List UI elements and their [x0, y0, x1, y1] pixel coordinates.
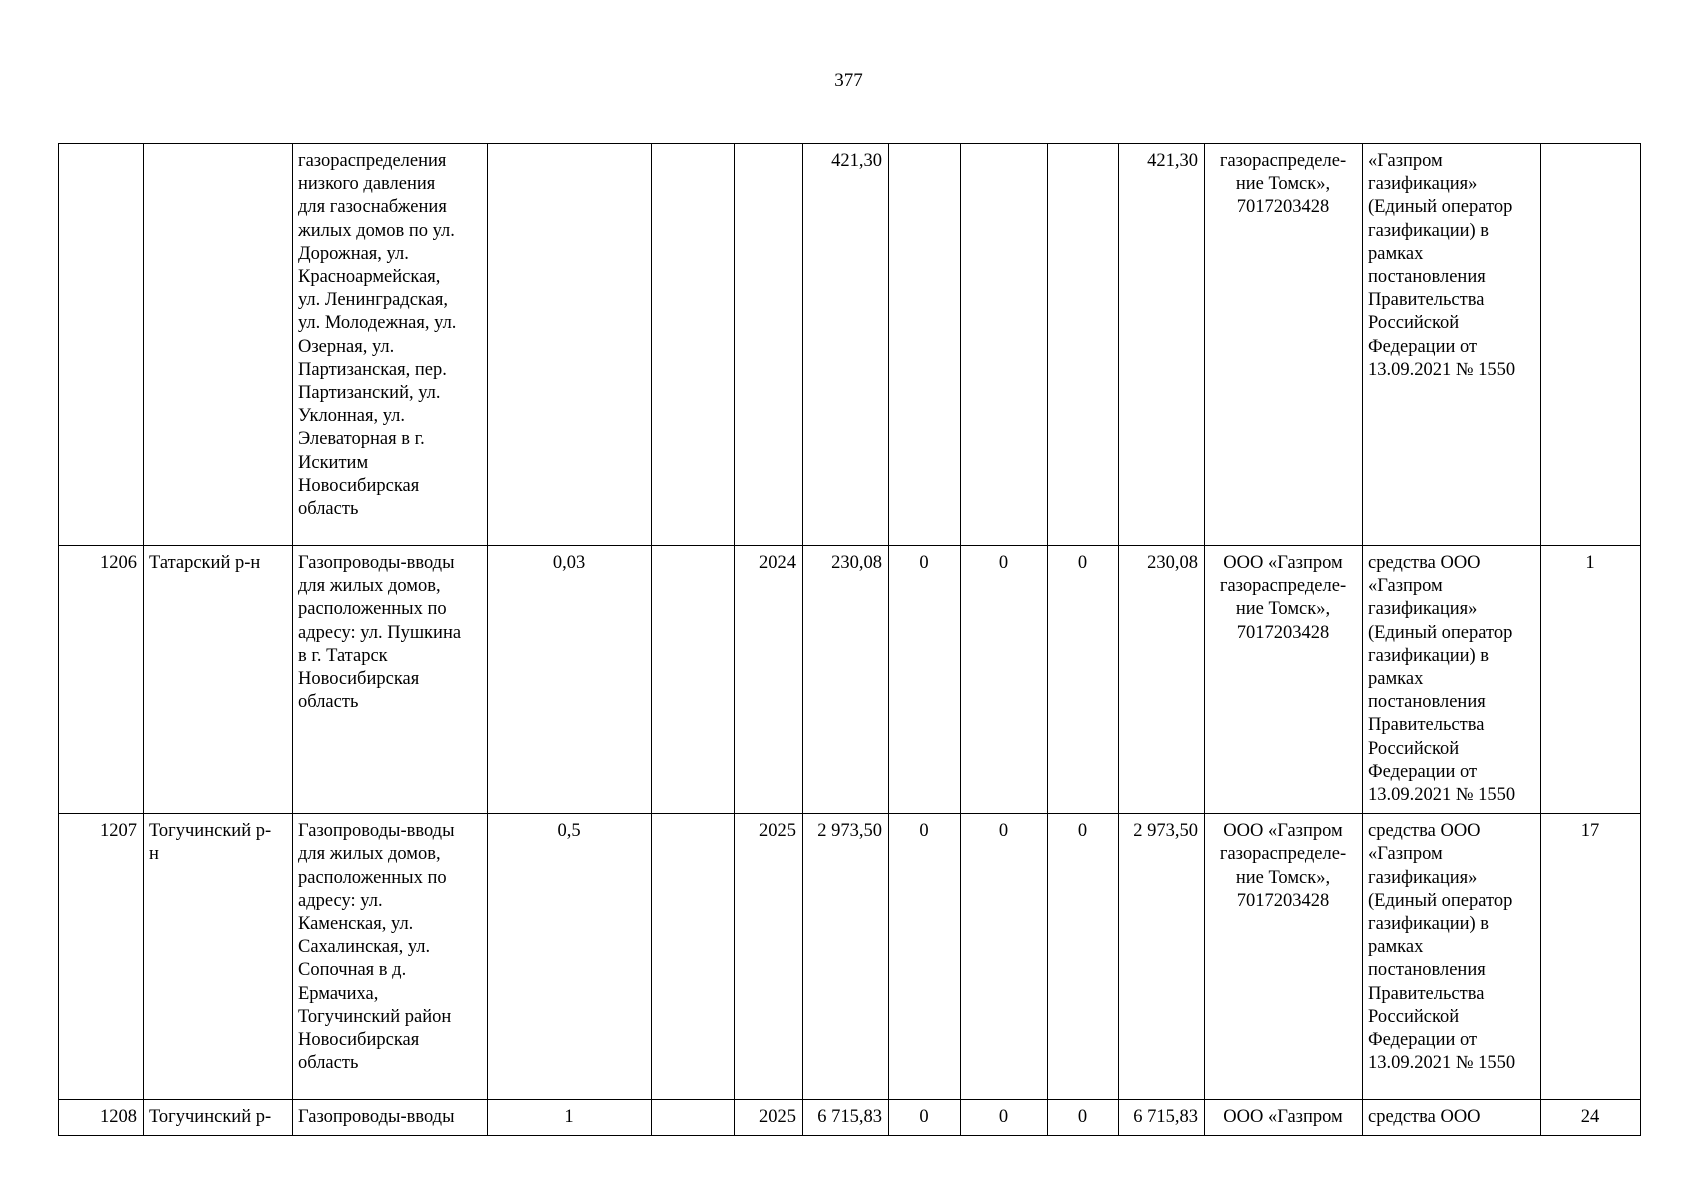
cell-line: Элеваторная в г. [298, 429, 425, 450]
row-number-cell: 1206 [59, 546, 144, 814]
year-cell: 2025 [735, 1100, 803, 1136]
cell-line: Тогучинский р- [149, 821, 272, 842]
cell-line: (Единый оператор [1368, 622, 1513, 643]
cell-line: средства ООО [1368, 553, 1481, 573]
funding-source-cell [1363, 144, 1541, 546]
funding-source-cell [1363, 546, 1541, 814]
length-cell: 1 [488, 1100, 652, 1136]
value-cell [961, 144, 1048, 546]
value-cell: 0 [961, 1100, 1048, 1136]
cell-line: газификации) в [1368, 914, 1490, 935]
cell-line: газификация» [1368, 174, 1478, 195]
cell-line: 7017203428 [1236, 197, 1330, 218]
cell-line: область [298, 1053, 359, 1074]
cell-line: Ермачиха, [298, 983, 379, 1004]
cell-line: «Газпром [1368, 844, 1443, 865]
row-number-cell: 1207 [59, 814, 144, 1100]
cell-line: Российской [1368, 1006, 1460, 1027]
district-cell [144, 144, 293, 546]
cell-line: 7017203428 [1236, 890, 1330, 911]
cell-line: газификации) в [1368, 645, 1490, 666]
cell-line: рамках [1368, 243, 1424, 264]
length-cell [488, 144, 652, 546]
district-cell [144, 546, 293, 814]
cell-line: Партизанская, пер. [298, 359, 447, 380]
cell-line: ние Томск», [1235, 599, 1331, 620]
operator-cell [1205, 1100, 1363, 1136]
value-cell: 0 [1048, 546, 1119, 814]
value-cell [1048, 144, 1119, 546]
cell-line: Правительства [1368, 715, 1485, 736]
count-cell: 1 [1541, 546, 1641, 814]
cell-line: 13.09.2021 № 1550 [1368, 785, 1516, 806]
cell-line: газораспределе- [1219, 576, 1347, 597]
value-cell: 0 [1048, 814, 1119, 1100]
operator-cell [1205, 814, 1363, 1100]
cell-line: Газопроводы-вводы [298, 553, 455, 573]
count-cell: 17 [1541, 814, 1641, 1100]
value-cell: 0 [889, 814, 961, 1100]
total-cell: 421,30 [1119, 144, 1205, 546]
cell-line: Российской [1368, 313, 1460, 334]
cell-line: ул. Молодежная, ул. [298, 313, 457, 334]
cell-line: в г. Татарск [298, 645, 388, 666]
cell-line: (Единый оператор [1368, 890, 1513, 911]
cell-line: газораспределе- [1219, 151, 1347, 171]
value-cell: 0 [889, 1100, 961, 1136]
count-cell: 24 [1541, 1100, 1641, 1136]
total-cell: 2 973,50 [1119, 814, 1205, 1100]
cell-line: Газопроводы-вводы [298, 821, 455, 842]
cell-line: Российской [1368, 738, 1460, 759]
cell-line: адресу: ул. [298, 890, 383, 911]
year-cell [735, 144, 803, 546]
cell-line: средства ООО [1368, 1107, 1481, 1128]
cell-line: ООО «Газпром [1223, 821, 1343, 842]
length-cell: 0,03 [488, 546, 652, 814]
cell-line: Сахалинская, ул. [298, 937, 431, 958]
cell-line: «Газпром [1368, 151, 1443, 171]
cell-line: рамках [1368, 937, 1424, 958]
operator-cell [1205, 546, 1363, 814]
cost-cell: 6 715,83 [803, 1100, 889, 1136]
funding-source-cell [1363, 814, 1541, 1100]
cell-line: Газопроводы-вводы [298, 1107, 455, 1128]
cost-cell: 421,30 [803, 144, 889, 546]
gasification-table [58, 143, 1641, 1136]
cell-line: ООО «Газпром [1223, 1107, 1343, 1128]
cell-line: Федерации от [1368, 336, 1478, 357]
value-cell: 0 [961, 546, 1048, 814]
year-cell: 2025 [735, 814, 803, 1100]
cell-line: ние Томск», [1235, 174, 1331, 195]
cell-line: ул. Ленинградская, [298, 290, 448, 311]
cell-line: расположенных по [298, 867, 447, 888]
cell-line: 7017203428 [1236, 622, 1330, 643]
cell-line: низкого давления [298, 174, 436, 195]
cell-line: (Единый оператор [1368, 197, 1513, 218]
value-cell: 0 [1048, 1100, 1119, 1136]
cell-line: Новосибирская [298, 475, 420, 496]
cell-line: адресу: ул. Пушкина [298, 622, 462, 643]
funding-source-cell [1363, 1100, 1541, 1136]
object-description-cell [293, 546, 488, 814]
year-cell: 2024 [735, 546, 803, 814]
length-cell: 0,5 [488, 814, 652, 1100]
cell-line: газораспределе- [1219, 844, 1347, 865]
row-number-cell: 1208 [59, 1100, 144, 1136]
cell-line: Федерации от [1368, 1030, 1478, 1051]
count-cell [1541, 144, 1641, 546]
cell-line: для жилых домов, [298, 844, 441, 865]
total-cell: 230,08 [1119, 546, 1205, 814]
district-cell [144, 814, 293, 1100]
cell-line: 13.09.2021 № 1550 [1368, 359, 1516, 380]
object-description-cell [293, 814, 488, 1100]
cell-line: Правительства [1368, 983, 1485, 1004]
cell-line: Сопочная в д. [298, 960, 407, 981]
cell-line [149, 150, 286, 173]
cell-line: газификация» [1368, 599, 1478, 620]
cell-line: для газоснабжения [298, 197, 447, 218]
row-number-cell [59, 144, 144, 546]
cell-line: Правительства [1368, 290, 1485, 311]
value-cell [889, 144, 961, 546]
cell-line: газификация» [1368, 867, 1478, 888]
cell-line: 13.09.2021 № 1550 [1368, 1053, 1516, 1074]
cost-cell: 2 973,50 [803, 814, 889, 1100]
cell-line: Тогучинский р- [149, 1107, 272, 1128]
cell-line: Федерации от [1368, 761, 1478, 782]
table-row [59, 814, 1641, 1100]
cell-line: Татарский р-н [149, 553, 261, 573]
cell-line: расположенных по [298, 599, 447, 620]
cell-line: Искитим [298, 452, 369, 473]
cell-line: рамках [1368, 669, 1424, 690]
empty-cell [652, 546, 735, 814]
cell-line: постановления [1368, 267, 1486, 288]
cell-line: газораспределения [298, 151, 447, 171]
cell-line: область [298, 692, 359, 713]
cost-cell: 230,08 [803, 546, 889, 814]
cell-line: «Газпром [1368, 576, 1443, 597]
operator-cell [1205, 144, 1363, 546]
cell-line: ние Томск», [1235, 867, 1331, 888]
cell-line: Партизанский, ул. [298, 383, 441, 404]
cell-line: постановления [1368, 960, 1486, 981]
object-description-cell [293, 1100, 488, 1136]
table-row [59, 546, 1641, 814]
cell-line: Красноармейская, [298, 267, 441, 288]
cell-line: Озерная, ул. [298, 336, 395, 357]
cell-line: Новосибирская [298, 1030, 420, 1051]
page-number: 377 [834, 70, 863, 91]
empty-cell [652, 1100, 735, 1136]
value-cell: 0 [961, 814, 1048, 1100]
object-description-cell [293, 144, 488, 546]
cell-line: Дорожная, ул. [298, 243, 409, 264]
cell-line: область [298, 499, 359, 520]
district-cell [144, 1100, 293, 1136]
total-cell: 6 715,83 [1119, 1100, 1205, 1136]
empty-cell [652, 814, 735, 1100]
cell-line: для жилых домов, [298, 576, 441, 597]
cell-line: Уклонная, ул. [298, 406, 406, 427]
table-row [59, 144, 1641, 546]
empty-cell [652, 144, 735, 546]
cell-line: н [149, 844, 159, 865]
cell-line: Тогучинский район [298, 1006, 452, 1027]
cell-line: средства ООО [1368, 821, 1481, 842]
cell-line: Новосибирская [298, 669, 420, 690]
cell-line: постановления [1368, 692, 1486, 713]
cell-line: жилых домов по ул. [298, 220, 455, 241]
cell-line: ООО «Газпром [1223, 553, 1343, 573]
cell-line: Каменская, ул. [298, 914, 414, 935]
table-row [59, 1100, 1641, 1136]
cell-line: газификации) в [1368, 220, 1490, 241]
value-cell: 0 [889, 546, 961, 814]
